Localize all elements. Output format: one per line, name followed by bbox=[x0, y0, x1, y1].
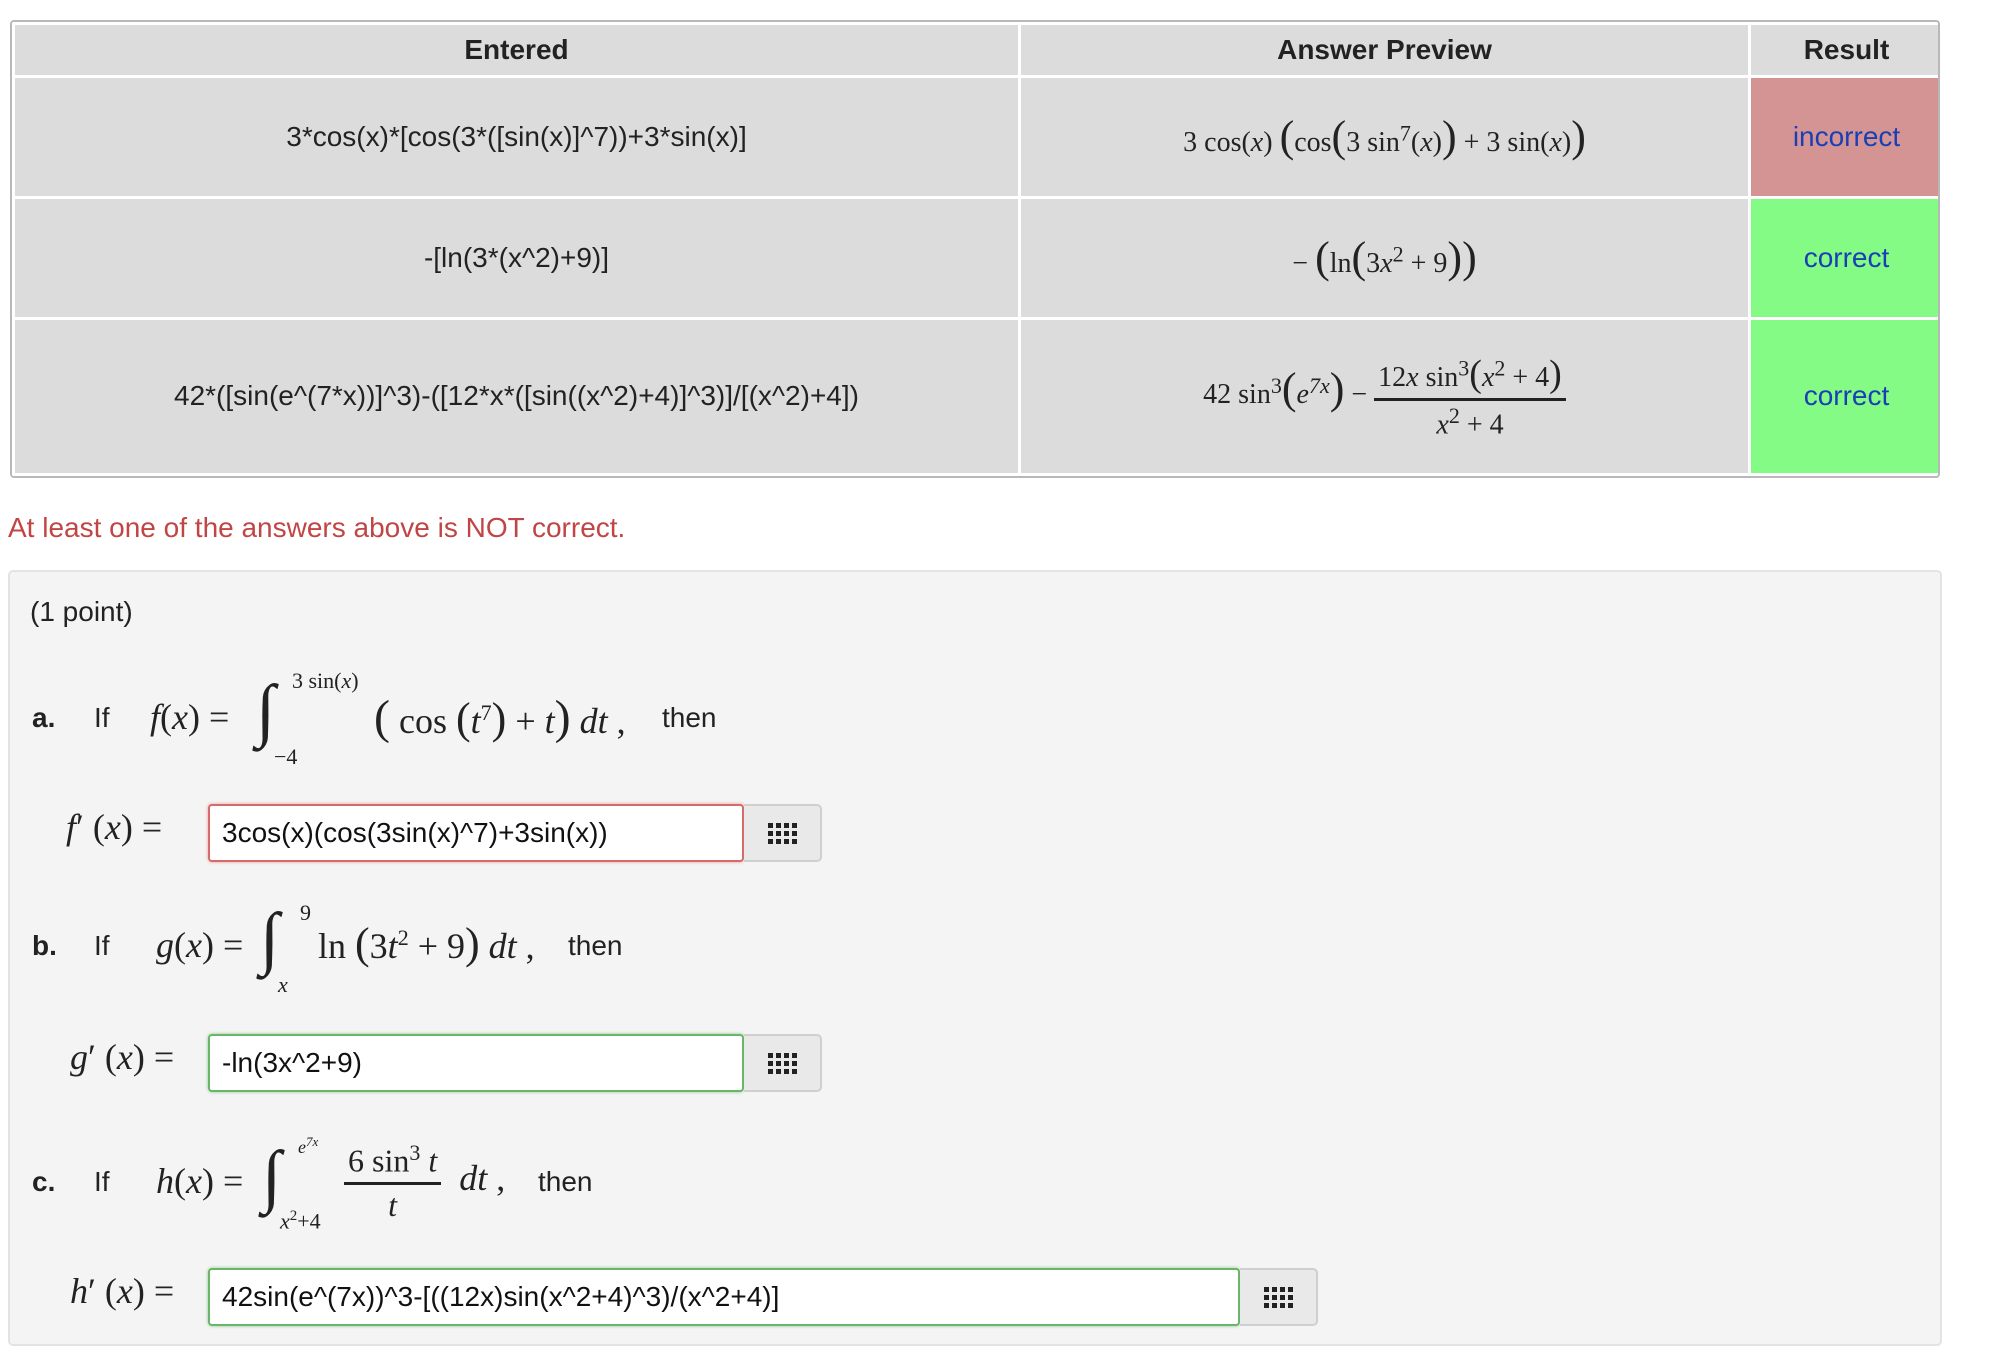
entered-cell: 42*([sin(e^(7*x))]^3)-([12*x*([sin((x^2)+4)]^3)]/[(x^2)+4]) bbox=[14, 318, 1020, 474]
lower-limit: $x^2+4$ bbox=[280, 1208, 321, 1234]
problem-panel bbox=[8, 570, 1942, 1346]
part-c-label: c. bbox=[32, 1166, 56, 1197]
results-table bbox=[10, 20, 1940, 478]
answer-input-c[interactable] bbox=[208, 1268, 1240, 1326]
integral-sign: ∫ bbox=[260, 900, 280, 977]
header-answer-preview: Answer Preview bbox=[1020, 24, 1750, 77]
integral-sign: ∫ bbox=[256, 672, 276, 749]
part-b-integrand: $\ln (3t^2 + 9)$ dt , bbox=[318, 919, 535, 968]
part-c-derivative-label: h′ (x) = bbox=[70, 1271, 175, 1311]
header-result: Result bbox=[1750, 24, 1941, 77]
point-value: (1 point) bbox=[30, 596, 133, 627]
entered-cell: 3*cos(x)*[cos(3*([sin(x)]^7))+3*sin(x)] bbox=[14, 76, 1020, 197]
lower-limit: −4 bbox=[274, 744, 298, 769]
upper-limit: $e^{7x}$ bbox=[298, 1134, 319, 1157]
part-a-derivative-label: f′ (x) = bbox=[66, 807, 163, 847]
table-row bbox=[14, 76, 1941, 197]
entered-cell: -[ln(3*(x^2)+9)] bbox=[14, 197, 1020, 318]
part-b-function: g(x) = bbox=[156, 925, 244, 965]
part-b-if: If bbox=[94, 930, 110, 961]
part-a-function: f(x) = bbox=[150, 697, 230, 737]
part-a-label: a. bbox=[32, 702, 56, 733]
table-row bbox=[14, 318, 1941, 474]
part-a-then: then bbox=[662, 702, 717, 733]
answer-preview-cell: − $(\ln(3x^2 + 9))$ bbox=[1020, 197, 1750, 318]
result-cell: correct bbox=[1750, 197, 1941, 318]
part-a-integrand: ( $\cos (t^7) + t$) dt , bbox=[374, 691, 626, 744]
result-cell: correct bbox=[1750, 318, 1941, 474]
grid-icon bbox=[768, 823, 797, 844]
part-b-derivative-label: g′ (x) = bbox=[70, 1037, 175, 1077]
upper-limit: 3 sin(x) bbox=[292, 668, 359, 693]
lower-limit: x bbox=[278, 972, 288, 997]
header-entered: Entered bbox=[14, 24, 1020, 77]
result-cell: incorrect bbox=[1750, 76, 1941, 197]
equation-palette-button-b[interactable] bbox=[744, 1034, 822, 1092]
part-b-then: then bbox=[568, 930, 623, 961]
grid-icon bbox=[768, 1053, 797, 1074]
answer-preview-cell: 3 cos(x) (cos(3 $\sin^7(x)) + 3$ sin(x)) bbox=[1020, 76, 1750, 197]
answer-preview-cell: 42 $\sin^3(e^{7x})$ − $\frac{12x \sin^3(x^2 + 4)}{x^2 + 4}$ bbox=[1020, 318, 1750, 474]
equation-palette-button-a[interactable] bbox=[744, 804, 822, 862]
upper-limit: 9 bbox=[300, 900, 311, 925]
warning-message: At least one of the answers above is NOT correct. bbox=[8, 512, 626, 543]
equation-palette-button-c[interactable] bbox=[1240, 1268, 1318, 1326]
part-c-if: If bbox=[94, 1166, 110, 1197]
integral-sign: ∫ bbox=[262, 1138, 282, 1215]
answer-input-a[interactable] bbox=[208, 804, 744, 862]
answer-input-b[interactable] bbox=[208, 1034, 744, 1092]
grid-icon bbox=[1264, 1287, 1293, 1308]
part-c-then: then bbox=[538, 1166, 593, 1197]
part-a-if: If bbox=[94, 702, 110, 733]
part-b-label: b. bbox=[32, 930, 57, 961]
part-c-function: h(x) = bbox=[156, 1161, 244, 1201]
part-c-integrand: $\frac{6 \sin^3 t}{t}$ dt , bbox=[344, 1140, 505, 1224]
table-row bbox=[14, 197, 1941, 318]
